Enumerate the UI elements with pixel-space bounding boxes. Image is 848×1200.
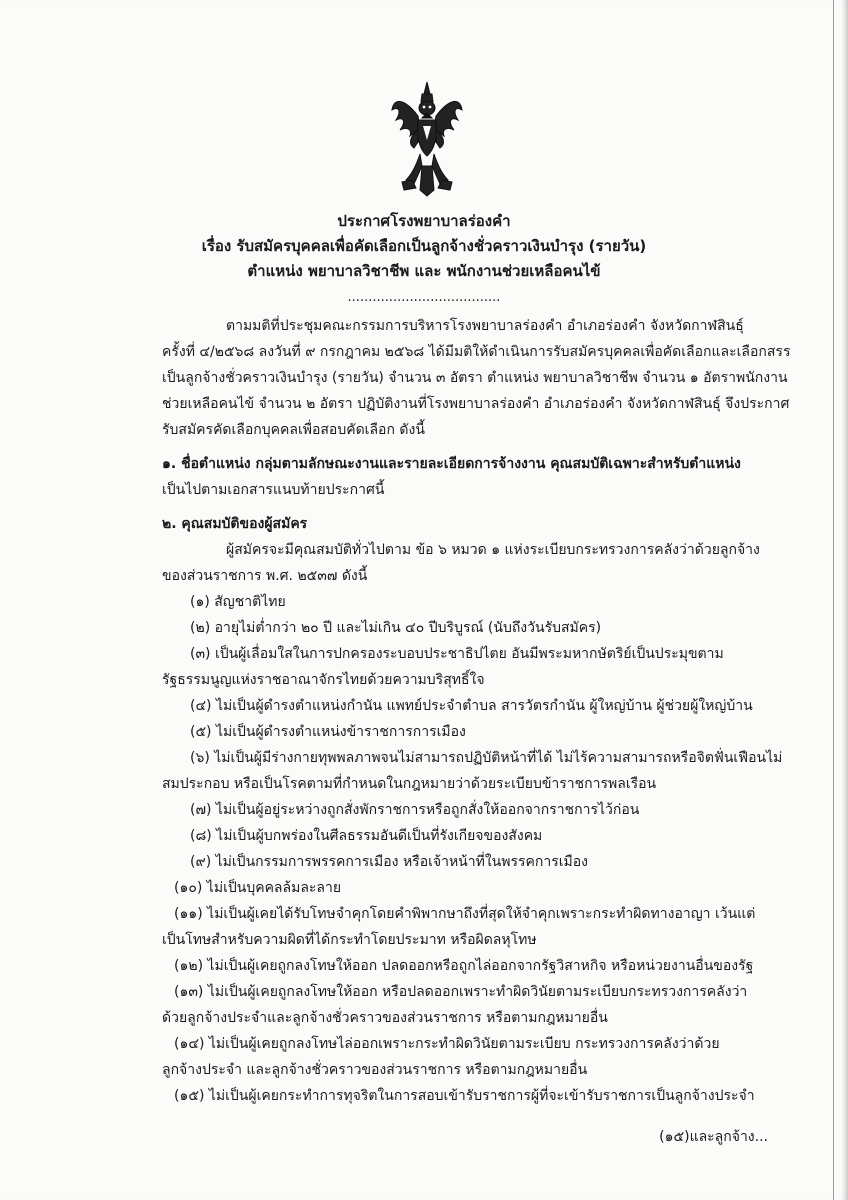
- qualification-item: (๑๒) ไม่เป็นผู้เคยถูกลงโทษให้ออก ปลดออกหรือถูกไล่ออกจากรัฐวิสาหกิจ หรือหน่วยงานอื่นของรัฐ: [174, 958, 754, 974]
- qualification-item-cont: รัฐธรรมนูญแห่งราชอาณาจักรไทยด้วยความบริสุทธิ์ใจ: [162, 672, 485, 688]
- qualification-item-cont: ด้วยลูกจ้างประจำและลูกจ้างชั่วคราวของส่วนราชการ หรือตามกฎหมายอื่น: [162, 1010, 608, 1026]
- qualification-item-cont: ลูกจ้างประจำ และลูกจ้างชั่วคราวของส่วนราชการ หรือตามกฎหมายอื่น: [162, 1062, 588, 1078]
- qualification-item: (๙) ไม่เป็นกรรมการพรรคการเมือง หรือเจ้าหน้าที่ในพรรคการเมือง: [190, 854, 588, 870]
- section2-intro-line: ของส่วนราชการ พ.ศ. ๒๕๓๗ ดังนี้: [162, 568, 368, 584]
- qualification-item: (๑) สัญชาติไทย: [190, 594, 286, 610]
- page-continuation: (๑๕)และลูกจ้าง...: [659, 1129, 768, 1145]
- qualification-item: (๒) อายุไม่ต่ำกว่า ๒๐ ปี และไม่เกิน ๔๐ ปีบริบูรณ์ (นับถึงวันรับสมัคร): [190, 620, 602, 636]
- qualification-item: (๘) ไม่เป็นผู้บกพร่องในศีลธรรมอันดีเป็นที่รังเกียจของสังคม: [190, 828, 543, 844]
- section2-intro-line: ผู้สมัครจะมีคุณสมบัติทั่วไปตาม ข้อ ๖ หมวด ๑ แห่งระเบียบกระทรวงการคลังว่าด้วยลูกจ้าง: [226, 542, 760, 558]
- qualification-item: (๖) ไม่เป็นผู้มีร่างกายทุพพลภาพจนไม่สามารถปฏิบัติหน้าที่ได้ ไม่ไร้ความสามารถหรือจิตฟั่นเฟือนไม่: [190, 750, 783, 766]
- document-positions: ตำแหน่ง พยาบาลวิชาชีพ และ พนักงานช่วยเหลือคนไข้: [247, 262, 601, 280]
- qualification-item: (๔) ไม่เป็นผู้ดำรงตำแหน่งกำนัน แพทย์ประจำตำบล สารวัตรกำนัน ผู้ใหญ่บ้าน ผู้ช่วยผู้ใหญ่บ้าน: [190, 698, 753, 714]
- qualification-item: (๓) เป็นผู้เลื่อมใสในการปกครองระบอบประชาธิปไตย อันมีพระมหากษัตริย์เป็นประมุขตาม: [190, 646, 724, 662]
- qualification-item-cont: เป็นโทษสำหรับความผิดที่ได้กระทำโดยประมาท หรือผิดลหุโทษ: [162, 932, 537, 948]
- qualification-item: (๑๓) ไม่เป็นผู้เคยถูกลงโทษให้ออก หรือปลดออกเพราะทำผิดวินัยตามระเบียบกระทรวงการคลังว่า: [174, 984, 748, 1000]
- header-separator: .....................................: [347, 290, 501, 305]
- qualification-item: (๕) ไม่เป็นผู้ดำรงตำแหน่งข้าราชการการเมือง: [190, 724, 466, 740]
- qualification-item-cont: สมประกอบ หรือเป็นโรคตามที่กำหนดในกฎหมายว่าด้วยระเบียบข้าราชการพลเรือน: [162, 776, 657, 792]
- qualification-item: (๑๕) ไม่เป็นผู้เคยกระทำการทุจริตในการสอบเข้ารับราชการผู้ที่จะเข้ารับราชการเป็นลูกจ้างประจำ: [174, 1088, 755, 1104]
- garuda-emblem-icon: [388, 80, 466, 198]
- document-subject: เรื่อง รับสมัครบุคคลเพื่อคัดเลือกเป็นลูกจ้างชั่วคราวเงินบำรุง (รายวัน): [201, 237, 647, 255]
- section1-body: เป็นไปตามเอกสารแนบท้ายประกาศนี้: [162, 482, 385, 498]
- section2-heading: ๒. คุณสมบัติของผู้สมัคร: [162, 516, 308, 532]
- qualification-item: (๑๐) ไม่เป็นบุคคลล้มละลาย: [174, 880, 342, 896]
- qualification-item: (๑๑) ไม่เป็นผู้เคยได้รับโทษจำคุกโดยคำพิพากษาถึงที่สุดให้จำคุกเพราะกระทำผิดทางอาญา เว้นแต่: [174, 906, 756, 922]
- section1-heading: ๑. ชื่อตำแหน่ง กลุ่มตามลักษณะงานและรายละเอียดการจ้างงาน คุณสมบัติเฉพาะสำหรับตำแหน่ง: [162, 456, 741, 472]
- intro-line: รับสมัครคัดเลือกบุคคลเพื่อสอบคัดเลือก ดังนี้: [162, 422, 425, 438]
- qualification-item: (๗) ไม่เป็นผู้อยู่ระหว่างถูกสั่งพักราชการหรือถูกสั่งให้ออกจากราชการไว้ก่อน: [190, 802, 640, 818]
- intro-line: เป็นลูกจ้างชั่วคราวเงินบำรุง (รายวัน) จำนวน ๓ อัตรา ตำแหน่ง พยาบาลวิชาชีพ จำนวน ๑ อัตราพนักงาน: [162, 370, 788, 386]
- intro-line: ช่วยเหลือคนไข้ จำนวน ๒ อัตรา ปฏิบัติงานที่โรงพยาบาลร่องคำ อำเภอร่องคำ จังหวัดกาฬสินธุ์ จึงประกาศ: [162, 396, 790, 412]
- page-edge-line: [833, 0, 834, 1200]
- intro-line: ครั้งที่ ๔/๒๕๖๘ ลงวันที่ ๙ กรกฎาคม ๒๕๖๘ ได้มีมติให้ดำเนินการรับสมัครบุคคลเพื่อคัดเลือกและเลือกสรร: [162, 344, 791, 360]
- document-title: ประกาศโรงพยาบาลร่องคำ: [337, 212, 511, 230]
- intro-line: ตามมติที่ประชุมคณะกรรมการบริหารโรงพยาบาลร่องคำ อำเภอร่องคำ จังหวัดกาฬสินธุ์: [226, 318, 744, 334]
- qualification-item: (๑๔) ไม่เป็นผู้เคยถูกลงโทษไล่ออกเพราะกระทำผิดวินัยตามระเบียบ กระทรวงการคลังว่าด้วย: [174, 1036, 720, 1052]
